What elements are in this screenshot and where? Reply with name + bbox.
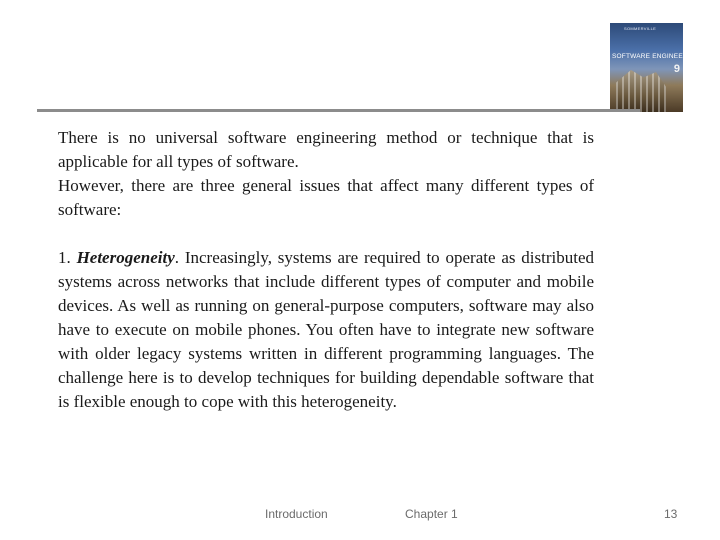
cover-title-text: SOFTWARE ENGINEERING (612, 53, 700, 60)
intro-paragraph-2: However, there are three general issues that affect many different types of software: (58, 176, 594, 219)
cover-edition-number: 9 (673, 63, 680, 75)
footer-section: Introduction (265, 507, 328, 521)
title-divider (37, 109, 640, 112)
slide-body (58, 126, 594, 414)
issue-heterogeneity (58, 246, 594, 414)
cover-building-illustration (616, 70, 666, 112)
issue-term: Heterogeneity (76, 248, 175, 267)
issue-description: . Increasingly, systems are required to operate as distributed systems across networks that include different types of computer and mobile devices. As well as running on general-purpose computers, software may also have to execute on mobile phones. You often have to integrate new software with older legacy systems written in different programming languages. The challenge here is to develop techniques for building dependable software that is flexible enough to cope with this heterogeneity. (58, 248, 595, 411)
footer-chapter: Chapter 1 (405, 507, 458, 521)
footer-page-number: 13 (664, 507, 678, 521)
paragraph-gap (58, 222, 594, 246)
intro-paragraph-1: There is no universal software engineering method or technique that is applicable for all types of software. (58, 128, 594, 171)
cover-author-text: SOMMERVILLE (624, 26, 657, 31)
book-cover-image (610, 23, 700, 112)
issue-number: 1. (58, 248, 71, 267)
